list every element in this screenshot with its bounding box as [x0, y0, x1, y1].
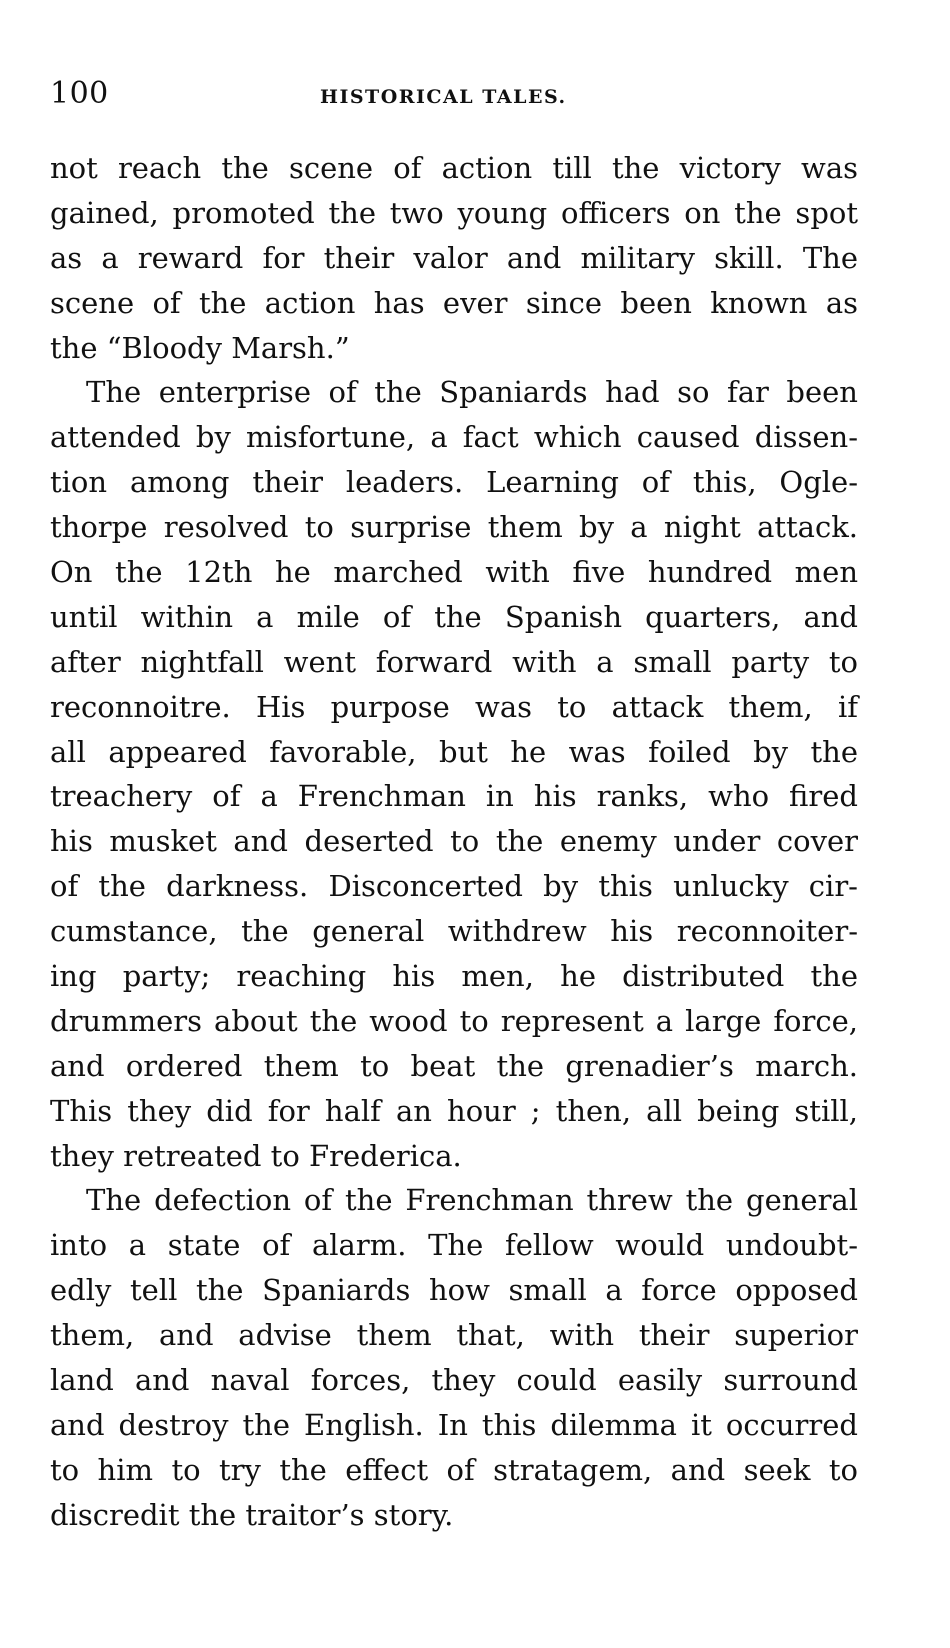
- text-line: gained, promoted the two young officers on the spot: [50, 195, 858, 230]
- text-line: and destroy the English. In this dilemma it occurred: [50, 1407, 858, 1442]
- text-line: ing party; reaching his men, he distributed the: [50, 959, 858, 994]
- text-line: his musket and deserted to the enemy under cover: [50, 824, 858, 859]
- text-line: of the darkness. Disconcerted by this unlucky cir-: [50, 869, 858, 904]
- text-line: after nightfall went forward with a small party to: [50, 644, 858, 679]
- text-line: treachery of a Frenchman in his ranks, who fired: [50, 779, 858, 814]
- text-line: reconnoitre. His purpose was to attack them, if: [50, 689, 858, 724]
- text-line: This they did for half an hour ; then, all being still,: [50, 1093, 858, 1128]
- text-line: they retreated to Frederica.: [50, 1138, 462, 1173]
- running-title: HISTORICAL TALES.: [320, 86, 567, 108]
- page-number: 100: [50, 76, 109, 111]
- text-line: them, and advise them that, with their superior: [50, 1318, 858, 1353]
- text-line: On the 12th he marched with five hundred men: [50, 555, 858, 590]
- text-line: attended by misfortune, a fact which caused dissen-: [50, 420, 858, 455]
- text-line: thorpe resolved to surprise them by a night attack.: [50, 510, 858, 545]
- text-line: until within a mile of the Spanish quarters, and: [50, 599, 858, 634]
- paragraph-first-line: The enterprise of the Spaniards had so far been: [86, 375, 858, 410]
- text-line: drummers about the wood to represent a large force,: [50, 1003, 858, 1038]
- text-line: as a reward for their valor and military skill. The: [50, 240, 858, 275]
- text-line: cumstance, the general withdrew his reconnoiter-: [50, 914, 858, 949]
- text-line: to him to try the effect of stratagem, and seek to: [50, 1452, 858, 1487]
- text-line: into a state of alarm. The fellow would undoubt-: [50, 1228, 858, 1263]
- paragraph-first-line: The defection of the Frenchman threw the general: [86, 1183, 858, 1218]
- text-line: the “Bloody Marsh.”: [50, 330, 350, 365]
- text-line: discredit the traitor’s story.: [50, 1497, 454, 1532]
- text-line: tion among their leaders. Learning of this, Ogle-: [50, 465, 858, 500]
- text-line: edly tell the Spaniards how small a force opposed: [50, 1273, 858, 1308]
- text-line: not reach the scene of action till the victory was: [50, 151, 858, 185]
- text-line: scene of the action has ever since been known as: [50, 285, 858, 320]
- body-text: [50, 146, 858, 1538]
- text-line: and ordered them to beat the grenadier’s march.: [50, 1048, 858, 1083]
- running-head: [50, 74, 900, 114]
- text-line: land and naval forces, they could easily surround: [50, 1363, 858, 1398]
- text-line: all appeared favorable, but he was foiled by the: [50, 734, 858, 769]
